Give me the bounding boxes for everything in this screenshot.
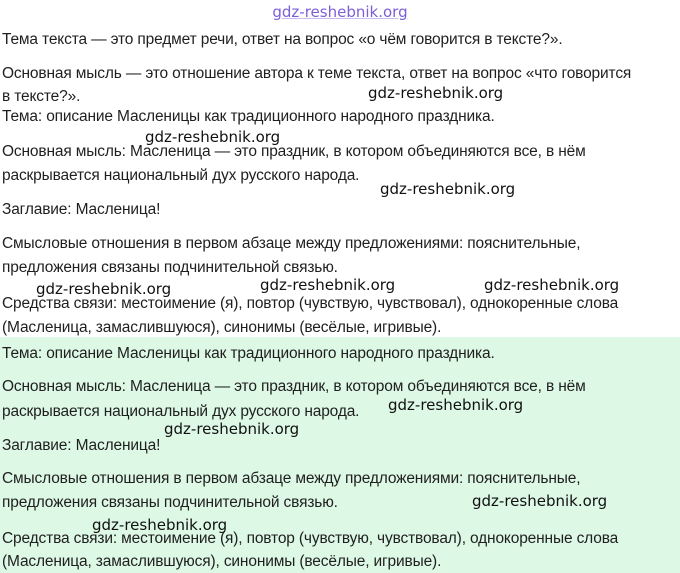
answer-2-main-idea-line-1: Основная мысль: Масленица — это праздник, в котором объединяются все, в нём — [2, 378, 586, 395]
answer-2-means-line-1: Средства связи: местоимение (я), повтор (чувствую, чувствовал), однокоренные слова — [2, 530, 619, 547]
answer-1-relations-line-1: Смысловые отношения в первом абзаце между предложениями: пояснительные, — [2, 235, 581, 252]
answer-1-means-line-1: Средства связи: местоимение (я), повтор (чувствую, чувствовал), однокоренные слова — [2, 295, 619, 312]
answer-1-relations-line-2: предложения связаны подчинительной связью. — [2, 259, 338, 276]
answer-1-main-idea-line-1: Основная мысль: Масленица — это праздник, в котором объединяются все, в нём — [2, 143, 586, 160]
watermark: gdz-reshebnik.org — [92, 516, 228, 534]
watermark: gdz-reshebnik.org — [484, 276, 620, 294]
topic-definition: Тема текста — это предмет речи, ответ на вопрос «о чём говорится в тексте?». — [2, 31, 563, 48]
answer-1-means-line-2: (Масленица, замаслившуюся), синонимы (весёлые, игривые). — [2, 319, 442, 336]
watermark: gdz-reshebnik.org — [368, 84, 504, 102]
watermark: gdz-reshebnik.org — [36, 280, 172, 298]
watermark: gdz-reshebnik.org — [388, 396, 524, 414]
answer-1-main-idea-line-2: раскрывается национальный дух русского народа. — [2, 167, 360, 184]
answer-2-title: Заглавие: Масленица! — [2, 437, 161, 454]
site-header — [0, 0, 680, 26]
answer-1-topic: Тема: описание Масленицы как традиционного народного праздника. — [2, 108, 495, 125]
watermark: gdz-reshebnik.org — [260, 276, 396, 294]
site-logo-link[interactable]: gdz-reshebnik.org — [272, 3, 408, 21]
watermark: gdz-reshebnik.org — [472, 492, 608, 510]
main-idea-definition-line-2: в тексте?». — [2, 88, 81, 105]
watermark: gdz-reshebnik.org — [380, 180, 516, 198]
answer-2-topic: Тема: описание Масленицы как традиционного народного праздника. — [2, 345, 495, 362]
answer-2-main-idea-line-2: раскрывается национальный дух русского народа. — [2, 403, 360, 420]
watermark: gdz-reshebnik.org — [164, 420, 300, 438]
answer-2-means-line-2: (Масленица, замаслившуюся), синонимы (весёлые, игривые). — [2, 553, 442, 570]
answer-2-relations-line-2: предложения связаны подчинительной связью. — [2, 494, 338, 511]
watermark: gdz-reshebnik.org — [145, 128, 281, 146]
answer-1-title: Заглавие: Масленица! — [2, 201, 161, 218]
answer-2-relations-line-1: Смысловые отношения в первом абзаце между предложениями: пояснительные, — [2, 470, 581, 487]
main-idea-definition-line-1: Основная мысль — это отношение автора к теме текста, ответ на вопрос «что говорится — [2, 65, 632, 82]
